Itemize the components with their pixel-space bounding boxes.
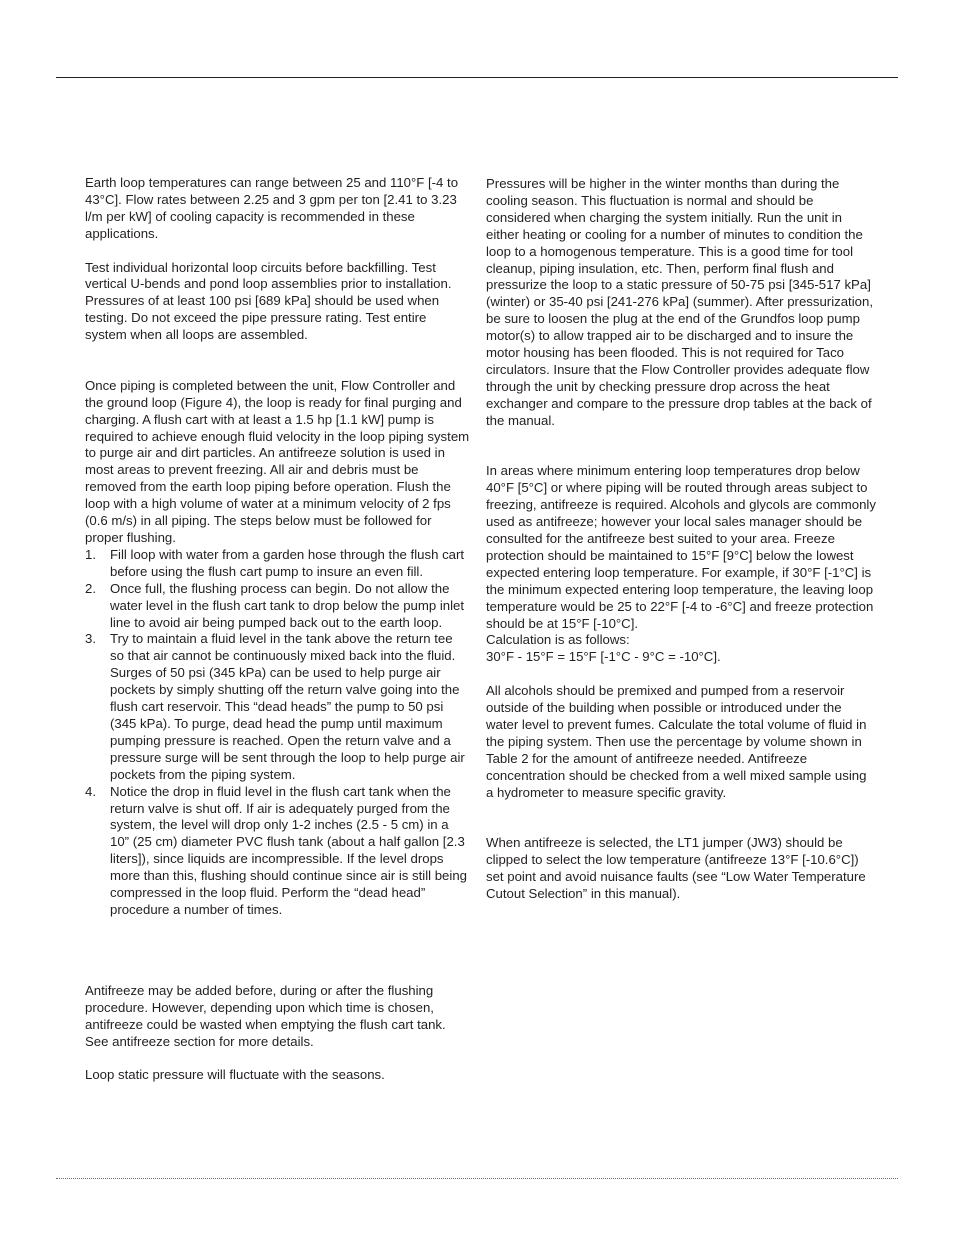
list-item: 4. Notice the drop in fluid level in the flush cart tank when the return valve is shut off. If air is adequately purged from the system, the level will drop only 1-2 inches (2.5 - 5 cm) in a 10” (25 cm) diameter PVC flush tank (about a half gallon [2.3 liters]), since liquids are incompressible. If the level drops more than this, flushing should continue since air is still being compressed in the loop fluid. Perform the “dead head” procedure a number of times. <box>85 783 467 917</box>
left-column <box>85 175 470 1084</box>
antifreeze-addition-paragraph: Antifreeze may be added before, during or after the flushing procedure. However, depending upon which time is chosen, antifreeze could be wasted when emptying the flush cart tank. See antifreeze section for more details. <box>85 982 446 1049</box>
calculation-label: Calculation is as follows: <box>486 632 630 648</box>
list-item: 3. Try to maintain a fluid level in the tank above the return tee so that air cannot be continuously mixed back into the fluid. Surges of 50 psi (345 kPa) can be used to help purge air pockets by simply shutting off the return valve going into the flush cart reservoir. This “dead heads” the pump to 50 psi (345 kPa). To purge, dead head the pump until maximum pumping pressure is reached. Open the return valve and a pressure surge will be sent through the loop to help purge air pockets from the piping system. <box>85 631 465 782</box>
footer-rule <box>56 1178 898 1179</box>
flushing-intro-paragraph: Once piping is completed between the unit, Flow Controller and the ground loop (Figure 4), the loop is ready for final purging and charging. A flush cart with at least a 1.5 hp [1.1 kW] pump is required to achieve enough fluid velocity in the loop piping system to purge air and dirt particles. An antifreeze solution is used in most areas to prevent freezing. All air and debris must be removed from the earth loop piping before operation. Flush the loop with a high volume of water at a minimum velocity of 2 fps (0.6 m/s) in all piping. The steps below must be followed for proper flushing. <box>85 377 470 545</box>
lt1-jumper-paragraph: When antifreeze is selected, the LT1 jumper (JW3) should be clipped to select the low temperature (antifreeze 13°F [-10.6°C]) set point and avoid nuisance faults (see “Low Water Temperature Cutout Selection” in this manual). <box>486 835 866 902</box>
calculation-value: 30°F - 15°F = 15°F [-1°C - 9°C = -10°C]. <box>486 649 721 665</box>
antifreeze-requirement-paragraph: In areas where minimum entering loop temperatures drop below 40°F [5°C] or where piping will be routed through areas subject to freezing, antifreeze is required. Alcohols and glycols are commonly used as antifreeze; however your local sales manager should be consulted for the antifreeze best suited to your area. Freeze protection should be maintained to 15°F [9°C] below the lowest expected entering loop temperature. For example, if 30°F [-1°C] is the minimum expected entering loop temperature, the leaving loop temperature would be 25 to 22°F [-4 to -6°C] and freeze protection should be at 15°F [-10°C]. <box>486 463 876 631</box>
list-item: 2. Once full, the flushing process can begin. Do not allow the water level in the flush cart tank to drop below the pump inlet line to avoid air being pumped back out to the earth loop. <box>85 580 465 630</box>
pressure-paragraph: Pressures will be higher in the winter months than during the cooling season. This fluctuation is normal and should be considered when charging the system initially. Run the unit in either heating or cooling for a number of minutes to condition the loop to a homogenous temperature. This is a good time for tool cleanup, piping insulation, etc. Then, perform final flush and pressurize the loop to a static pressure of 50-75 psi [345-517 kPa] (winter) or 35-40 psi [241-276 kPa] (summer). After pressurization, be sure to loosen the plug at the end of the Grundfos loop pump motor(s) to allow trapped air to be discharged and to insure the motor housing has been flooded. This is not required for Taco circulators. Insure that the Flow Controller provides adequate flow through the unit by checking pressure drop across the heat exchanger and compare to the pressure drop tables at the back of the manual. <box>486 176 873 428</box>
alcohol-premix-paragraph: All alcohols should be premixed and pumped from a reservoir outside of the building when possible or introduced under the water level to prevent fumes. Calculate the total volume of fluid in the piping system. Then use the percentage by volume shown in Table 2 for the amount of antifreeze needed. Antifreeze concentration should be checked from a well mixed sample using a hydrometer to measure specific gravity. <box>486 683 867 800</box>
static-pressure-paragraph: Loop static pressure will fluctuate with the seasons. <box>85 1067 385 1083</box>
flushing-steps-list <box>85 547 470 919</box>
loop-testing-paragraph: Test individual horizontal loop circuits before backfilling. Test vertical U-bends and pond loop assemblies prior to installation. Pressures of at least 100 psi [689 kPa] should be used when testing. Do not exceed the pipe pressure rating. Test entire system when all loops are assembled. <box>85 259 452 343</box>
loop-temperature-paragraph: Earth loop temperatures can range between 25 and 110°F [-4 to 43°C]. Flow rates between 2.25 and 3 gpm per ton [2.41 to 3.23 l/m per kW] of cooling capacity is recommended in these applications. <box>85 175 459 241</box>
list-item: 1. Fill loop with water from a garden hose through the flush cart before using the flush cart pump to insure an even fill. <box>85 546 465 579</box>
header-rule <box>56 77 898 78</box>
right-column <box>486 176 876 903</box>
